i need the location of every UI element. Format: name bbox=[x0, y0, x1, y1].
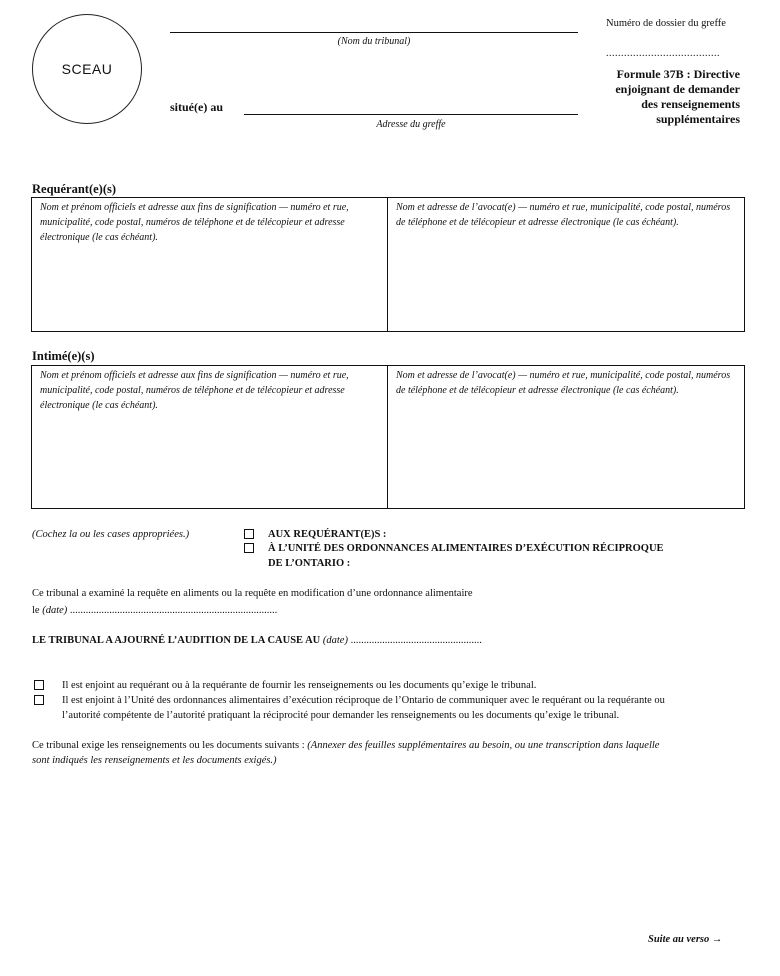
date-label: (date) bbox=[322, 635, 348, 646]
requirements-note: (Annexer des feuilles supplémentaires au besoin, ou une transcription dans laquelle bbox=[307, 740, 660, 751]
adjourned-date-field[interactable]: .................................................. bbox=[350, 635, 482, 646]
applicant-name-instructions: Nom et prénom officiels et adresse aux fins de signification — numéro et rue, municipalité, code postal, numéros de téléphone et de télécopieur et adresse électronique (le cas échéant). bbox=[40, 202, 349, 243]
file-number-label: Numéro de dossier du greffe bbox=[606, 18, 726, 29]
form-title bbox=[560, 67, 740, 127]
form-title-line: enjoignant de demander bbox=[615, 82, 740, 96]
applicants-box bbox=[31, 197, 745, 332]
requirements-lead: Ce tribunal exige les renseignements ou les documents suivants : bbox=[32, 740, 305, 751]
seal bbox=[32, 14, 142, 124]
adjourned-line bbox=[32, 633, 482, 648]
examined-date-field[interactable]: ............................................................................... bbox=[69, 605, 278, 616]
date-label: (date) bbox=[42, 605, 68, 616]
respondents-box bbox=[31, 365, 745, 509]
order-unit-checkbox[interactable] bbox=[34, 695, 44, 705]
requirements-note: sont indiqués les renseignements et les documents exigés.) bbox=[32, 755, 277, 766]
respondents-title: Intimé(e)(s) bbox=[32, 349, 95, 363]
respondent-lawyer-instructions: Nom et adresse de l’avocat(e) — numéro et rue, municipalité, code postal, numéros de téléphone et de télécopieur et adresse électronique (le cas échéant). bbox=[396, 370, 731, 396]
order-unit-line: l’autorité compétente de l’autorité pratiquant la réciprocité pour demander les renseignements ou les documents qu’exige le tribunal. bbox=[62, 710, 620, 721]
form-title-line: supplémentaires bbox=[656, 112, 740, 126]
checkbox-hint: (Cochez la ou les cases appropriées.) bbox=[32, 529, 190, 540]
requirements-text bbox=[32, 738, 747, 768]
applicants-checkbox[interactable] bbox=[244, 529, 254, 539]
file-number-field[interactable]: ...................................... bbox=[606, 48, 720, 59]
located-at-label: situé(e) au bbox=[170, 100, 223, 114]
form-title-line: Formule 37B : Directive bbox=[616, 67, 740, 81]
court-address-field[interactable] bbox=[244, 114, 578, 115]
examined-statement: Ce tribunal a examiné la requête en aliments ou la requête en modification d’une ordonnance alimentaire bbox=[32, 588, 473, 599]
applicant-name-field[interactable] bbox=[32, 198, 388, 331]
applicants-title: Requérant(e)(s) bbox=[32, 182, 117, 196]
respondent-lawyer-field[interactable] bbox=[387, 366, 744, 508]
applicants-option-label: AUX REQUÉRANT(E)S : bbox=[268, 529, 387, 540]
seal-label: SCEAU bbox=[61, 61, 113, 77]
court-address-caption: Adresse du greffe bbox=[376, 119, 446, 130]
reciprocal-unit-line: À L’UNITÉ DES ORDONNANCES ALIMENTAIRES D’EXÉCUTION RÉCIPROQUE bbox=[268, 543, 664, 554]
adjourned-label: LE TRIBUNAL A AJOURNÉ L’AUDITION DE LA CAUSE AU bbox=[32, 635, 321, 646]
reciprocal-unit-line: DE L’ONTARIO : bbox=[268, 558, 351, 569]
applicant-lawyer-instructions: Nom et adresse de l’avocat(e) — numéro et rue, municipalité, code postal, numéros de téléphone et de télécopieur et adresse électronique (le cas échéant). bbox=[396, 202, 731, 228]
order-unit-line: Il est enjoint à l’Unité des ordonnances alimentaires d’exécution réciproque de l’Ontario de communiquer avec le requérant ou la requérante ou bbox=[62, 695, 665, 706]
court-name-field[interactable] bbox=[170, 32, 578, 33]
reciprocal-unit-option-label bbox=[268, 541, 664, 571]
respondent-name-instructions: Nom et prénom officiels et adresse aux fins de signification — numéro et rue, municipalité, code postal, numéros de téléphone et de télécopieur et adresse électronique (le cas échéant). bbox=[40, 370, 349, 411]
requirements-field[interactable] bbox=[32, 775, 744, 915]
continued-on-back: Suite au verso → bbox=[648, 934, 723, 945]
court-name-caption: (Nom du tribunal) bbox=[337, 36, 411, 47]
order-applicant-checkbox[interactable] bbox=[34, 680, 44, 690]
le-label: le bbox=[32, 605, 40, 616]
order-unit-text bbox=[62, 693, 665, 723]
applicant-lawyer-field[interactable] bbox=[387, 198, 744, 331]
examined-date-line bbox=[32, 603, 277, 618]
reciprocal-unit-checkbox[interactable] bbox=[244, 543, 254, 553]
form-title-line: des renseignements bbox=[641, 97, 740, 111]
order-applicant-text: Il est enjoint au requérant ou à la requérante de fournir les renseignements ou les documents qu’exige le tribunal. bbox=[62, 680, 537, 691]
respondent-name-field[interactable] bbox=[32, 366, 388, 508]
